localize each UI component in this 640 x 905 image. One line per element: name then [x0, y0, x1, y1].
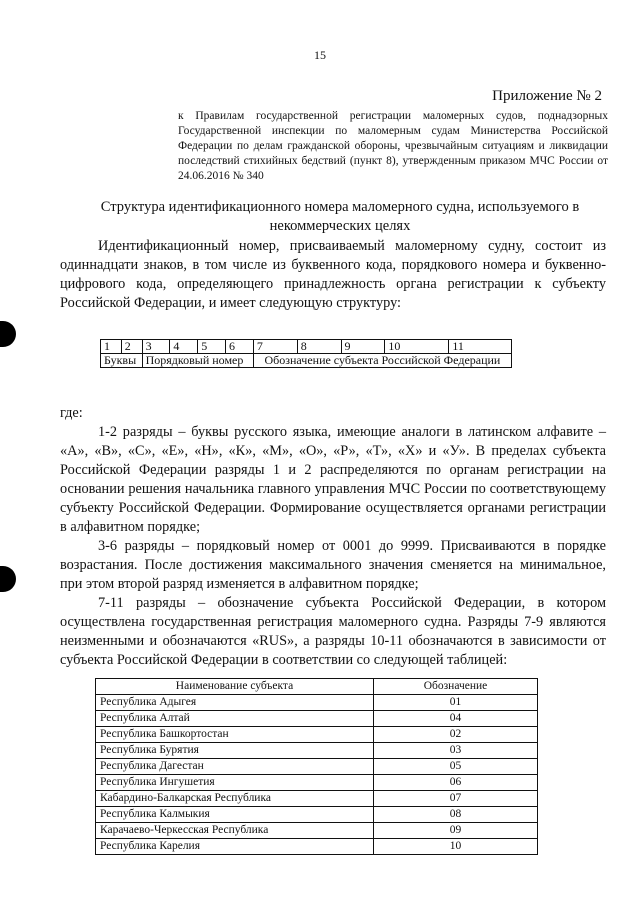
subject-code: 05 — [374, 759, 538, 775]
table-row — [96, 759, 538, 775]
explanation-section — [60, 404, 606, 670]
position-cell: 11 — [449, 340, 512, 354]
subject-name: Республика Башкортостан — [96, 727, 374, 743]
structure-groups-row — [101, 354, 512, 368]
explanation-paragraph: 1-2 разряды – буквы русского языка, имеющие аналоги в латинском алфавите – «А», «В», «С», «Е», «Н», «К», «М», «О», «Р», «Т», «Х» и «У». В пределах субъекта Российской Федерации разряды 1 и 2 распределяются по органам регистрации на основании решения начальника главного управления МЧС России по соответствующему субъекту Российской Федерации. Формирование осуществляется органами регистрации в алфавитном порядке; — [60, 424, 606, 535]
table-row — [96, 839, 538, 855]
position-cell: 10 — [385, 340, 449, 354]
position-cell: 1 — [101, 340, 122, 354]
column-header-subject: Наименование субъекта — [96, 679, 374, 695]
intro-section — [60, 237, 606, 313]
table-row — [96, 695, 538, 711]
position-cell: 6 — [226, 340, 254, 354]
subject-code: 01 — [374, 695, 538, 711]
subject-name: Республика Карелия — [96, 839, 374, 855]
position-cell: 3 — [142, 340, 170, 354]
subject-code: 02 — [374, 727, 538, 743]
group-serial-number: Порядковый номер — [142, 354, 253, 368]
punch-hole-mark — [0, 321, 16, 347]
subject-codes-table — [95, 678, 538, 855]
subject-code: 04 — [374, 711, 538, 727]
subject-name: Карачаево-Черкесская Республика — [96, 823, 374, 839]
where-label: где: — [60, 405, 83, 421]
subject-name: Республика Адыгея — [96, 695, 374, 711]
position-cell: 5 — [198, 340, 226, 354]
subject-code: 07 — [374, 791, 538, 807]
position-cell: 8 — [297, 340, 341, 354]
table-row — [96, 727, 538, 743]
structure-positions-row — [101, 340, 512, 354]
table-header-row — [96, 679, 538, 695]
subject-name: Кабардино-Балкарская Республика — [96, 791, 374, 807]
table-row — [96, 791, 538, 807]
table-row — [96, 743, 538, 759]
position-cell: 2 — [121, 340, 142, 354]
group-letters: Буквы — [101, 354, 143, 368]
explanation-paragraph: 3-6 разряды – порядковый номер от 0001 до 9999. Присваиваются в порядке возрастания. После достижения максимального значения сменяется на минимальное, при этом второй разряд изменяется в алфавитном порядке; — [60, 538, 606, 592]
explanation-paragraph: 7-11 разряды – обозначение субъекта Российской Федерации, в котором осуществлена государственная регистрация маломерного судна. Разряды 7-9 являются неизменными и обозначаются «RUS», а разряды 10-11 обозначаются в зависимости от субъекта Российской Федерации в соответствии со следующей таблицей: — [60, 595, 606, 668]
position-cell: 7 — [253, 340, 297, 354]
appendix-title: Приложение № 2 — [492, 88, 602, 104]
column-header-code: Обозначение — [374, 679, 538, 695]
appendix-note: к Правилам государственной регистрации маломерных судов, поднадзорных Государственной инспекции по маломерным судам Министерства Российской Федерации по делам гражданской обороны, чрезвычайным ситуациям и ликвидации последствий стихийных бедствий (пункт 8), утвержденным приказом МЧС России от 24.06.2016 № 340 — [178, 110, 608, 182]
subject-name: Республика Алтай — [96, 711, 374, 727]
subject-name: Республика Калмыкия — [96, 807, 374, 823]
table-row — [96, 711, 538, 727]
structure-table — [100, 339, 512, 368]
page-number: 15 — [314, 48, 326, 62]
group-subject-code: Обозначение субъекта Российской Федерации — [253, 354, 511, 368]
position-cell: 4 — [170, 340, 198, 354]
table-row — [96, 807, 538, 823]
subject-name: Республика Ингушетия — [96, 775, 374, 791]
subject-code: 10 — [374, 839, 538, 855]
subject-name: Республика Бурятия — [96, 743, 374, 759]
punch-hole-mark — [0, 566, 16, 592]
table-row — [96, 775, 538, 791]
intro-paragraph: Идентификационный номер, присваиваемый маломерному судну, состоит из одиннадцати знаков, в том числе из буквенного кода, порядкового номера и буквенно-цифрового кода, определяющего принадлежность органа регистрации к субъекту Российской Федерации, и имеет следующую структуру: — [60, 238, 606, 311]
table-row — [96, 823, 538, 839]
document-title: Структура идентификационного номера маломерного судна, используемого в некоммерческих целях — [100, 199, 580, 234]
subject-code: 08 — [374, 807, 538, 823]
subject-code: 09 — [374, 823, 538, 839]
position-cell: 9 — [341, 340, 385, 354]
subject-name: Республика Дагестан — [96, 759, 374, 775]
subject-code: 06 — [374, 775, 538, 791]
subject-code: 03 — [374, 743, 538, 759]
